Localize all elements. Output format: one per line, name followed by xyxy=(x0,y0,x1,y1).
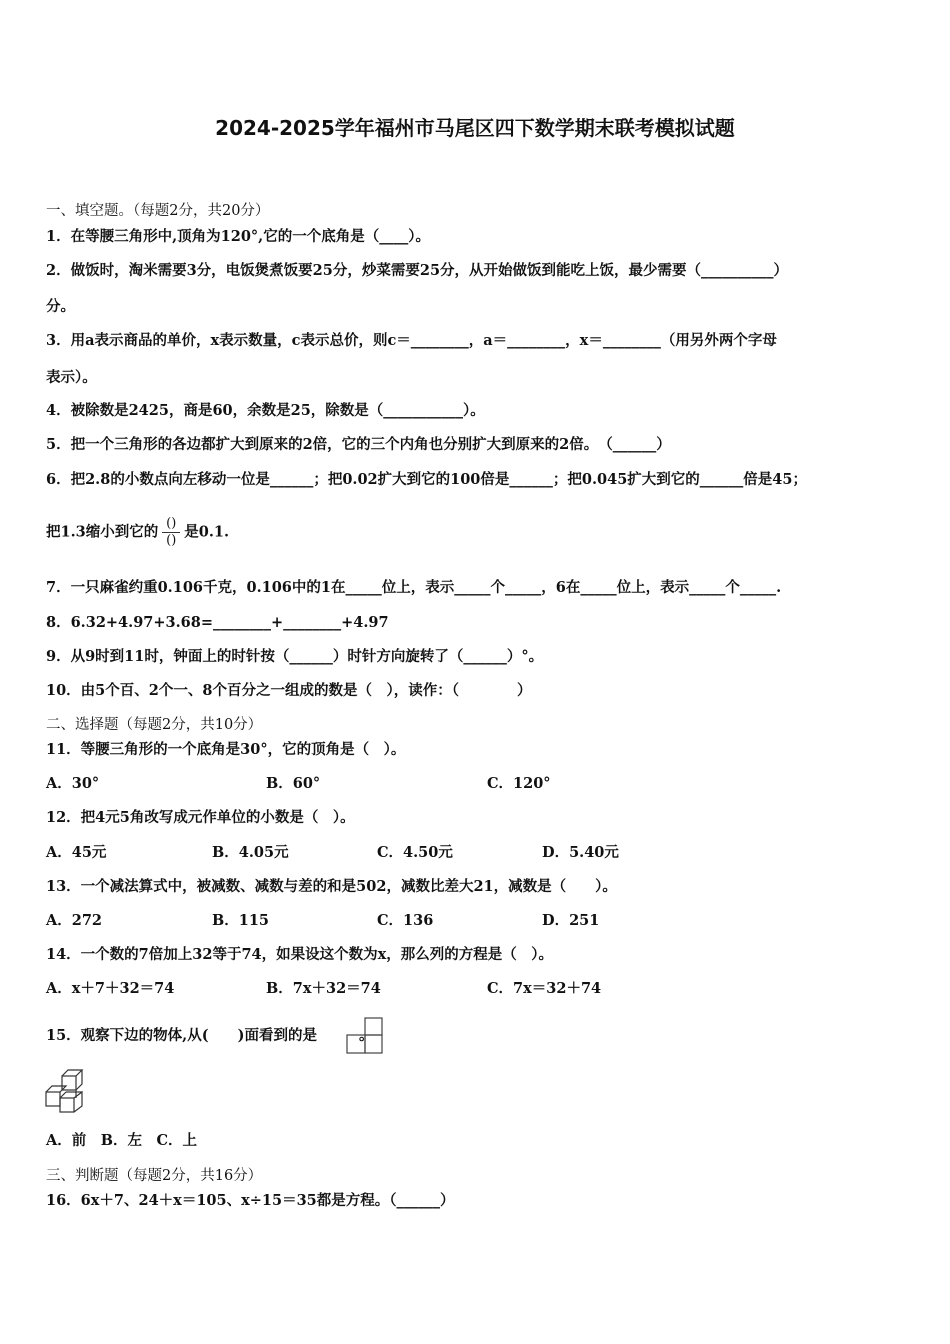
question-12: 12．把4元5角改写成元作单位的小数是（ ）。 xyxy=(46,809,355,826)
q6-text-post: 是0.1. xyxy=(184,523,230,541)
q14-option-c: C．7x＝32＋74 xyxy=(487,980,602,997)
question-6-cont xyxy=(46,517,229,548)
question-6: 6．把2.8的小数点向左移动一位是______；把0.02扩大到它的100倍是______；把0.045扩大到它的______倍是45； xyxy=(46,471,807,488)
q13-option-d: D．251 xyxy=(542,912,600,929)
section-true-false: 三、判断题（每题2分，共16分） xyxy=(46,1168,263,1184)
question-2: 2．做饭时，淘米需要3分，电饭煲煮饭要25分，炒菜需要25分，从开始做饭到能吃上饭，最少需要（__________） xyxy=(46,262,789,279)
q15-options: A．前 B．左 C．上 xyxy=(46,1132,198,1149)
q13-option-a: A．272 xyxy=(46,912,103,929)
question-3: 3．用a表示商品的单价，x表示数量，c表示总价，则c＝________，a＝________，x＝________（用另外两个字母 xyxy=(46,332,777,349)
q13-option-c: C．136 xyxy=(377,912,434,929)
q13-option-b: B．115 xyxy=(212,912,270,929)
question-10: 10．由5个百、2个一、8个百分之一组成的数是（ ），读作：（ ） xyxy=(46,682,532,699)
q15-text: 15．观察下边的物体,从( )面看到的是 xyxy=(46,1027,317,1044)
q14-option-b: B．7x＋32＝74 xyxy=(266,980,381,997)
question-14: 14．一个数的7倍加上32等于74，如果设这个数为x，那么列的方程是（ ）。 xyxy=(46,946,554,963)
question-7: 7．一只麻雀约重0.106千克，0.106中的1在_____位上，表示_____个_____，6在_____位上，表示_____个_____. xyxy=(46,579,782,596)
question-11: 11．等腰三角形的一个底角是30°，它的顶角是（ ）。 xyxy=(46,741,406,758)
question-3-cont: 表示）。 xyxy=(46,369,97,386)
q14-option-a: A．x＋7＋32＝74 xyxy=(46,980,175,997)
fraction xyxy=(160,517,182,548)
q12-option-b: B．4.05元 xyxy=(212,844,289,861)
question-8: 8．6.32+4.97+3.68=________+________+4.97 xyxy=(46,614,389,631)
q11-option-b: B．60° xyxy=(266,775,321,792)
question-13: 13．一个减法算式中，被减数、减数与差的和是502，减数比差大21，减数是（ ）。 xyxy=(46,878,617,895)
q6-text-pre: 把1.3缩小到它的 xyxy=(46,523,159,541)
view-shape-icon xyxy=(346,1017,384,1055)
page-title: 2024-2025学年福州市马尾区四下数学期末联考模拟试题 xyxy=(215,116,735,140)
question-2-cont: 分。 xyxy=(46,298,75,315)
cube-stack-icon xyxy=(44,1069,86,1115)
question-5: 5．把一个三角形的各边都扩大到原来的2倍，它的三个内角也分别扩大到原来的2倍。 （______） xyxy=(46,436,671,453)
q12-option-d: D．5.40元 xyxy=(542,844,619,861)
q11-option-a: A．30° xyxy=(46,775,100,792)
q15-text-end: 。 xyxy=(358,1027,374,1044)
fraction-denominator: () xyxy=(166,533,177,548)
question-15 xyxy=(46,1026,373,1046)
fraction-numerator: () xyxy=(166,516,177,531)
question-1: 1．在等腰三角形中,顶角为120°,它的一个底角是（____）。 xyxy=(46,228,430,245)
q11-option-c: C．120° xyxy=(487,775,551,792)
q12-option-c: C．4.50元 xyxy=(377,844,453,861)
question-4: 4．被除数是2425，商是60，余数是25，除数是（___________）。 xyxy=(46,402,485,419)
q12-option-a: A．45元 xyxy=(46,844,107,861)
question-9: 9．从9时到11时，钟面上的时针按（______）时针方向旋转了（______）°。 xyxy=(46,648,544,665)
section-fill-blank: 一、填空题。（每题2分，共20分） xyxy=(46,203,270,219)
question-16: 16．6x＋7、24＋x＝105、x÷15＝35都是方程。（______） xyxy=(46,1192,455,1209)
section-multiple-choice: 二、选择题（每题2分，共10分） xyxy=(46,717,263,733)
